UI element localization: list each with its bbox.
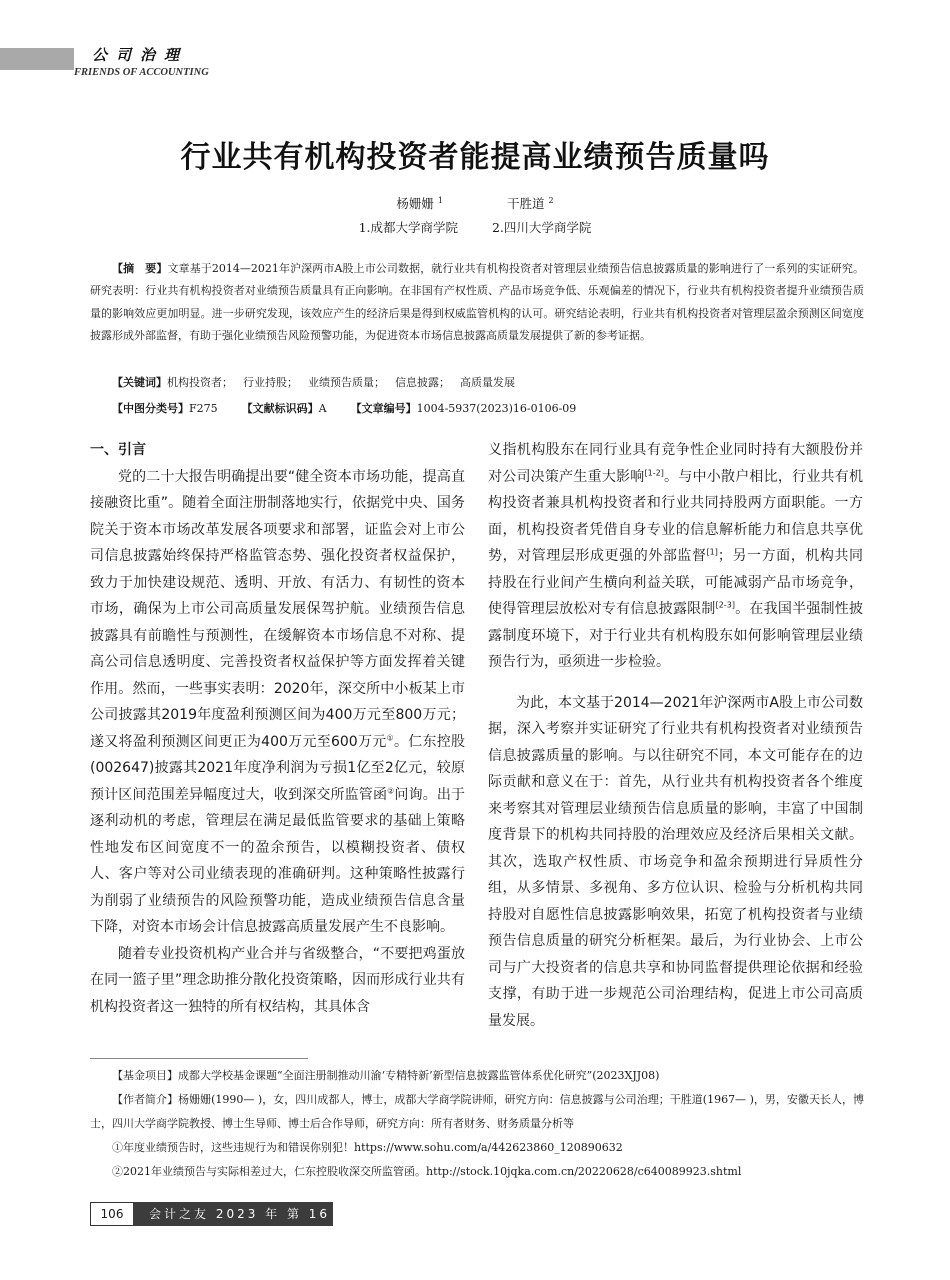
keyword: 业绩预告质量；: [308, 376, 385, 389]
doc-code-value: A: [318, 402, 327, 415]
journal-name-en: FRIENDS OF ACCOUNTING: [74, 67, 209, 78]
article-number-value: 1004-5937(2023)16-0106-09: [416, 402, 577, 415]
classification: [112, 400, 576, 416]
clc-label: 【中图分类号】: [112, 402, 189, 415]
citation[interactable]: [1-2]: [644, 467, 664, 477]
citation[interactable]: [1]: [706, 547, 718, 557]
fund-note: 【基金项目】成都大学校基金课题“全面注册制推动川渝‘专精特新’新型信息披露监管体系优化研究”(2023XJJ08): [112, 1069, 660, 1082]
paragraph: 随着专业投资机构产业合并与省级整合，“不要把鸡蛋放在同一篮子里”理念助推分散化投资策略，因而形成行业共有机构投资者这一独特的所有权结构，其具体含: [90, 945, 465, 1015]
keywords-label: 【关键词】: [112, 376, 167, 389]
clc-value: F275: [189, 402, 218, 415]
body-column-left: [90, 437, 465, 1020]
abstract-label: 【摘 要】: [112, 262, 168, 275]
affiliations: [0, 218, 950, 236]
footnote-2: ②2021年业绩预告与实际相差过大，仁东控股收深交所监管函。http://stock.10jqka.com.cn/20220628/c640089923.shtml: [112, 1165, 742, 1178]
paragraph: 义指机构股东在同行业具有竞争性企业同时持有大额股份并对公司决策产生重大影响[1-2]。与中小散户相比，行业共有机构投资者兼具机构投资者和行业共同持股两方面职能。一方面，机构投资者凭借自身专业的信息解析能力和信息共享优势，对管理层形成更强的外部监督[1]；另一方面，机构共同持股在行业间产生横向利益关联，可能减弱产品市场竞争，使得管理层放松对专有信息披露限制[2-3]。在我国半强制性披露制度环境下，对于行业共有机构股东如何影响管理层业绩预告行为，亟须进一步检验。: [488, 442, 864, 670]
author-note: 【作者简介】杨姗姗(1990— )，女，四川成都人，博士，成都大学商学院讲师，研究方向：信息披露与公司治理；干胜道(1967— )，男，安徽天长人，博士，四川大学商学院教授、博士生导师、博士后合作导师，研究方向：所有者财务、财务质量分析等: [90, 1093, 864, 1130]
footnotes: [90, 1064, 864, 1184]
header-gray-bar: [0, 48, 74, 70]
authors: [0, 194, 950, 212]
affiliation-2: 2.四川大学商学院: [491, 220, 592, 235]
citation[interactable]: [2-3]: [715, 600, 735, 610]
article-number-label: 【文章编号】: [350, 402, 417, 415]
keyword: 信息披露；: [395, 376, 450, 389]
section-heading: 一、引言: [90, 442, 146, 458]
keywords: [112, 374, 525, 390]
footnote-ref[interactable]: ②: [387, 785, 395, 795]
keyword: 行业持股；: [243, 376, 298, 389]
footnote-1-text: 年度业绩预告时，这些违规行为和错误你别犯！https://www.sohu.com/a/442623860_120890632: [123, 1141, 623, 1154]
section-header: 公司治理: [92, 46, 189, 64]
journal-issue: 会计之友 2023 年 第 16 期: [133, 1202, 333, 1226]
footnote-ref[interactable]: ①: [386, 732, 394, 742]
affiliation-1: 1.成都大学商学院: [358, 220, 458, 235]
footnote-1: ①年度业绩预告时，这些违规行为和错误你别犯！https://www.sohu.com/a/442623860_120890632: [112, 1141, 623, 1154]
paragraph: 为此，本文基于2014—2021年沪深两市A股上市公司数据，深入考察并实证研究了行业共有机构投资者对业绩预告信息披露质量的影响。与以往研究不同，本文可能存在的边际贡献和意义在于：首先，从行业共有机构投资者各个维度来考察其对管理层业绩预告信息质量的影响，丰富了中国制度背景下的机构共同持股的治理效应及经济后果相关文献。其次，选取产权性质、市场竞争和盈余预期进行异质性分组，从多情景、多视角、多方位认识、检验与分析机构共同持股对自愿性信息披露影响效果，拓宽了机构投资者与业绩预告信息质量的研究分析框架。最后，为行业协会、上市公司与广大投资者的信息共享和协同监督提供理论依据和经验支撑，有助于进一步规范公司治理结构，促进上市公司高质量发展。: [488, 694, 863, 1029]
doc-code-label: 【文献标识码】: [241, 402, 319, 415]
footnote-divider: [90, 1058, 308, 1059]
abstract-text: 文章基于2014—2021年沪深两市A股上市公司数据，就行业共有机构投资者对管理层业绩预告信息披露质量的影响进行了一系列的实证研究。研究表明：行业共有机构投资者对业绩预告质量具有正向影响。在非国有产权性质、产品市场竞争低、乐观偏差的情况下，行业共有机构投资者提升业绩预告质量的影响效应更加明显。进一步研究发现，该效应产生的经济后果是得到权威监管机构的认可。研究结论表明，行业共有机构投资者对管理层盈余预测区间宽度披露形成外部监督，有助于强化业绩预告风险预警功能，为促进资本市场信息披露高质量发展提供了新的参考证据。: [90, 262, 865, 342]
body-column-right: [488, 437, 863, 1034]
author-1: 杨姗姗 $^1$: [396, 195, 443, 211]
author-2: 干胜道 $^2$: [506, 195, 554, 211]
paragraph: 党的二十大报告明确提出要“健全资本市场功能，提高直接融资比重”。随着全面注册制落地实行，依据党中央、国务院关于资本市场改革发展各项要求和部署，证监会对上市公司信息披露始终保持严格监管态势、强化投资者权益保护，致力于加快建设规范、透明、开放、有活力、有韧性的资本市场，确保为上市公司高质量发展保驾护航。业绩预告信息披露具有前瞻性与预测性，在缓解资本市场信息不对称、提高公司信息透明度、完善投资者权益保护等方面发挥着关键作用。然而，一些事实表明：2020年，深交所中小板某上市公司披露其2019年度盈利预测区间为400万元至800万元；遂又将盈利预测区间更正为400万元至600万元①。仁东控股(002647)披露其2021年度净利润为亏损1亿至2亿元，较原预计区间范围差异幅度过大，收到深交所监管函②问询。出于逐利动机的考虑，管理层在满足最低监管要求的基础上策略性地发布区间宽度不一的盈余预告，以模糊投资者、债权人、客户等对公司业绩表现的准确研判。这种策略性披露行为削弱了业绩预告的风险预警功能，造成业绩预告信息含量下降，对资本市场会计信息披露高质量发展产生不良影响。: [90, 468, 466, 935]
page-number: 106: [90, 1202, 134, 1226]
article-title: 行业共有机构投资者能提高业绩预告质量吗: [180, 140, 770, 175]
keyword: 高质量发展: [460, 376, 515, 389]
keyword: 机构投资者；: [167, 376, 233, 389]
abstract: [90, 258, 864, 347]
footnote-2-text: 2021年业绩预告与实际相差过大，仁东控股收深交所监管函。http://stock.10jqka.com.cn/20220628/c640089923.shtml: [123, 1165, 742, 1178]
